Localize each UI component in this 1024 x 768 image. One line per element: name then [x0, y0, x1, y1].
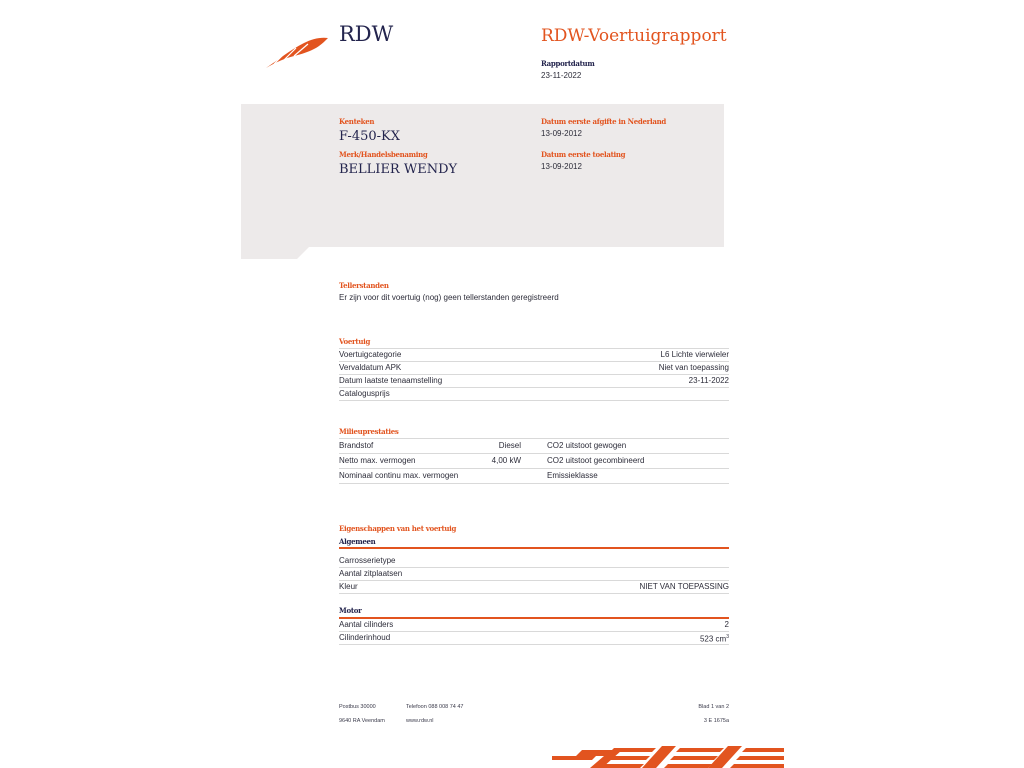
properties-section-title: Eigenschappen van het voertuig	[339, 524, 457, 533]
make-value: BELLIER WENDY	[339, 162, 458, 177]
vehicle-section-title: Voertuig	[339, 337, 371, 346]
row-label: Cilinderinhoud	[339, 633, 391, 642]
row-label-2: Emissieklasse	[547, 471, 598, 480]
row-value: 2	[724, 620, 729, 629]
row-label: Datum laatste tenaamstelling	[339, 376, 443, 385]
row-value: 23-11-2022	[688, 376, 729, 385]
row-value-wrap	[700, 632, 729, 645]
first-admission-value: 13-09-2012	[541, 162, 582, 171]
table-row	[339, 468, 729, 484]
table-row	[339, 438, 729, 453]
row-value: NIET VAN TOEPASSING	[639, 582, 729, 591]
row-label: Vervaldatum APK	[339, 363, 402, 372]
cc-superscript: 3	[726, 634, 729, 640]
make-label: Merk/Handelsbenaming	[339, 150, 428, 159]
footer-phone: Telefoon 088 008 74 47	[406, 704, 464, 710]
footer-code: 3 E 1675a	[703, 718, 729, 724]
table-row	[339, 349, 729, 362]
environment-section-title: Milieuprestaties	[339, 427, 399, 436]
vehicle-panel	[241, 104, 724, 259]
engine-subsection-title: Motor	[339, 606, 362, 615]
footer-postbus: Postbus 30000	[339, 704, 376, 710]
general-rule	[339, 547, 729, 549]
table-row	[339, 581, 729, 594]
row-label: Voertuigcategorie	[339, 350, 402, 359]
first-admission-label: Datum eerste toelating	[541, 150, 626, 159]
first-nl-label: Datum eerste afgifte in Nederland	[541, 117, 667, 126]
row-label: Carrosserietype	[339, 556, 396, 565]
table-row	[339, 632, 729, 645]
table-row	[339, 619, 729, 632]
brand-name: RDW	[339, 22, 394, 46]
row-label: Aantal cilinders	[339, 620, 394, 629]
row-label: Catalogusprijs	[339, 389, 390, 398]
first-nl-value: 13-09-2012	[541, 129, 582, 138]
plate-value: F-450-KX	[339, 129, 401, 144]
table-row	[339, 555, 729, 568]
row-label: Nominaal continu max. vermogen	[339, 471, 459, 480]
footer-web: www.rdw.nl	[406, 718, 434, 724]
report-date: 23-11-2022	[541, 71, 582, 80]
row-value: 4,00 kW	[491, 456, 521, 465]
table-row	[339, 453, 729, 468]
row-value: 523 cm	[699, 634, 727, 644]
footer-page: Blad 1 van 2	[698, 704, 729, 710]
table-row	[339, 388, 729, 401]
general-subsection-title: Algemeen	[339, 537, 376, 546]
row-label: Brandstof	[339, 441, 374, 450]
odometer-text: Er zijn voor dit voertuig (nog) geen tellerstanden geregistreerd	[339, 293, 559, 302]
row-label-2: CO2 uitstoot gewogen	[547, 441, 627, 450]
rdw-feather-logo-icon	[264, 34, 332, 70]
table-row	[339, 375, 729, 388]
plate-label: Kenteken	[339, 117, 375, 126]
table-row	[339, 362, 729, 375]
report-title: RDW-Voertuigrapport	[541, 26, 727, 46]
table-row	[339, 568, 729, 581]
report-date-label: Rapportdatum	[541, 59, 595, 68]
row-value: Diesel	[498, 441, 521, 450]
decorative-stripes-icon	[552, 746, 784, 768]
row-label: Netto max. vermogen	[339, 456, 416, 465]
row-value: L6 Lichte vierwieler	[660, 350, 729, 359]
odometer-title: Tellerstanden	[339, 281, 389, 290]
footer-city: 9640 RA Veendam	[339, 718, 385, 724]
row-label-2: CO2 uitstoot gecombineerd	[547, 456, 645, 465]
row-label: Aantal zitplaatsen	[339, 569, 403, 578]
row-label: Kleur	[339, 582, 358, 591]
row-value: Niet van toepassing	[658, 363, 729, 372]
